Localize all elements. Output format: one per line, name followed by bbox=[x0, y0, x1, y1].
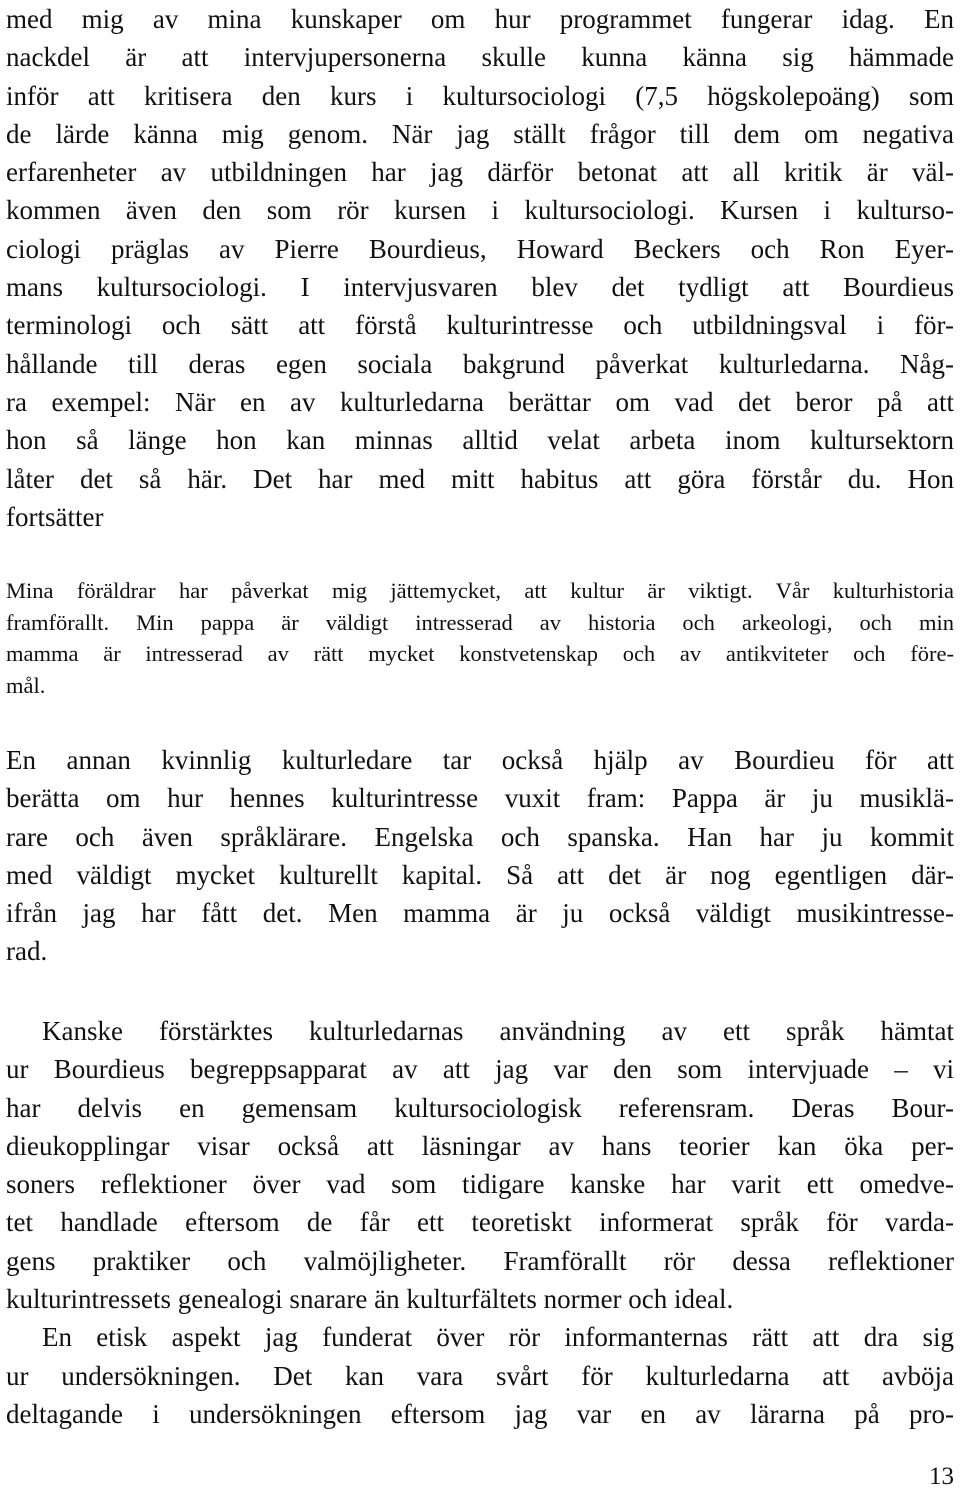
text-line: ra exempel: När en av kulturledarna berättar om vad det beror på att bbox=[6, 386, 954, 417]
text-line: inför att kritisera den kurs i kultursociologi (7,5 högskolepoäng) som bbox=[6, 80, 954, 111]
quote-line: mamma är intresserad av rätt mycket konstvetenskap och av antikviteter och före- bbox=[6, 641, 954, 666]
text-line: En annan kvinnlig kulturledare tar också hjälp av Bourdieu för att bbox=[6, 745, 954, 775]
quote-line: Mina föräldrar har påverkat mig jättemycket, att kultur är viktigt. Vår kulturhistoria bbox=[6, 578, 954, 603]
text-line: hon så länge hon kan minnas alltid velat arbeta inom kultursektorn bbox=[6, 425, 954, 456]
body-paragraph bbox=[6, 1012, 954, 1433]
text-line: fortsätter bbox=[6, 501, 104, 532]
text-line: de lärde känna mig genom. När jag ställt frågor till dem om negativa bbox=[6, 118, 954, 149]
text-line: Kanske förstärktes kulturledarnas användning av ett språk hämtat bbox=[42, 1016, 954, 1046]
text-line: kulturintressets genealogi snarare än kulturfältets normer och ideal. bbox=[6, 1284, 734, 1315]
text-line: hållande till deras egen sociala bakgrund påverkat kulturledarna. Någ- bbox=[6, 348, 954, 379]
page-number: 13 bbox=[929, 1463, 954, 1490]
text-line: ur Bourdieus begreppsapparat av att jag var den som intervjuade – vi bbox=[6, 1054, 954, 1085]
text-line: låter det så här. Det har med mitt habitus att göra förstår du. Hon bbox=[6, 463, 954, 494]
text-line: deltagande i undersökningen eftersom jag var en av lärarna på pro- bbox=[6, 1398, 954, 1429]
block-quote bbox=[6, 575, 954, 701]
text-line: erfarenheter av utbildningen har jag därför betonat att all kritik är väl- bbox=[6, 157, 954, 188]
text-line: gens praktiker och valmöjligheter. Framförallt rör dessa reflektioner bbox=[6, 1245, 954, 1276]
text-line: rare och även språklärare. Engelska och spanska. Han har ju kommit bbox=[6, 821, 954, 852]
text-line: med mig av mina kunskaper om hur programmet fungerar idag. En bbox=[6, 4, 954, 34]
body-paragraph bbox=[6, 0, 954, 536]
quote-line: mål. bbox=[6, 672, 46, 698]
text-line: tet handlade eftersom de får ett teoretiskt informerat språk för varda- bbox=[6, 1207, 954, 1238]
quote-line: framförallt. Min pappa är väldigt intresserad av historia och arkeologi, och min bbox=[6, 609, 954, 635]
text-line: ur undersökningen. Det kan vara svårt för kulturledarna att avböja bbox=[6, 1360, 954, 1391]
text-line: nackdel är att intervjupersonerna skulle kunna känna sig hämmade bbox=[6, 42, 954, 73]
text-line: terminologi och sätt att förstå kulturintresse och utbildningsval i för- bbox=[6, 310, 954, 341]
text-line: kommen även den som rör kursen i kultursociologi. Kursen i kulturso- bbox=[6, 195, 954, 226]
text-line: rad. bbox=[6, 936, 48, 967]
text-line: har delvis en gemensam kultursociologisk referensram. Deras Bour- bbox=[6, 1092, 954, 1123]
text-line: ifrån jag har fått det. Men mamma är ju också väldigt musikintresse- bbox=[6, 898, 954, 929]
text-line: mans kultursociologi. I intervjusvaren blev det tydligt att Bourdieus bbox=[6, 272, 954, 303]
text-line: ciologi präglas av Pierre Bourdieus, Howard Beckers och Ron Eyer- bbox=[6, 233, 954, 264]
body-paragraph bbox=[6, 741, 954, 971]
text-line: dieukopplingar visar också att läsningar av hans teorier kan öka per- bbox=[6, 1130, 954, 1161]
text-line: med väldigt mycket kulturellt kapital. Så att det är nog egentligen där- bbox=[6, 859, 954, 890]
text-line: En etisk aspekt jag funderat över rör informanternas rätt att dra sig bbox=[42, 1322, 954, 1353]
text-line: soners reflektioner över vad som tidigare kanske har varit ett omedve- bbox=[6, 1169, 954, 1200]
text-line: berätta om hur hennes kulturintresse vuxit fram: Pappa är ju musiklä- bbox=[6, 783, 954, 814]
